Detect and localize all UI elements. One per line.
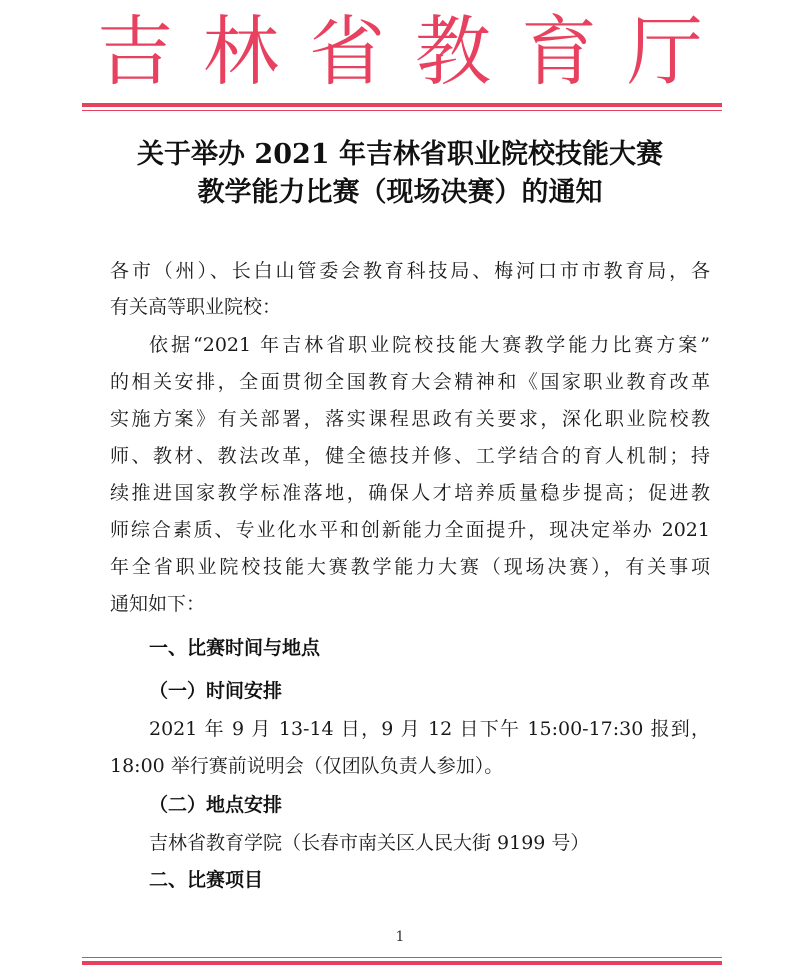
venue-line: 吉林省教育学院（长春市南关区人民大街 9199 号）	[149, 832, 590, 854]
section-1-sub-2-heading: （二）地点安排	[149, 794, 283, 816]
footer-rule-thick	[82, 961, 722, 965]
footer-rule-thin	[82, 957, 722, 958]
section-1-heading: 一、比赛时间与地点	[149, 637, 321, 659]
recipients-line-1: 各市（州）、长白山管委会教育科技局、梅河口市市教育局，各	[110, 260, 710, 282]
schedule-line-2: 18:00 举行赛前说明会（仅团队负责人参加）。	[110, 755, 504, 777]
paragraph-line: 年全省职业院校技能大赛教学能力大赛（现场决赛），有关事项	[110, 556, 710, 578]
section-2-heading: 二、比赛项目	[149, 869, 264, 891]
paragraph-line: 续推进国家教学标准落地，确保人才培养质量稳步提高；促进教	[110, 482, 710, 504]
page-number: 1	[395, 929, 405, 945]
paragraph-line: 实施方案》有关部署，落实课程思政有关要求，深化职业院校教	[110, 408, 710, 430]
paragraph-line: 师、教材、教法改革，健全德技并修、工学结合的育人机制；持	[110, 445, 710, 467]
letterhead-rule-thin	[82, 110, 722, 111]
paragraph-line: 通知如下：	[110, 593, 206, 615]
document-title-line-2: 教学能力比赛（现场决赛）的通知	[197, 177, 603, 208]
section-1-sub-1-heading: （一）时间安排	[149, 680, 283, 702]
letterhead-org-name: 吉林省教育厅	[97, 7, 733, 96]
schedule-line-1: 2021 年 9 月 13-14 日，9 月 12 日下午 15:00-17:30 报到，	[149, 718, 710, 740]
paragraph-line: 师综合素质、专业化水平和创新能力全面提升，现决定举办 2021	[110, 519, 710, 541]
paragraph-line: 的相关安排，全面贯彻全国教育大会精神和《国家职业教育改革	[110, 371, 710, 393]
document-title-line-1: 关于举办 2021 年吉林省职业院校技能大赛	[137, 139, 663, 170]
recipients-line-2: 有关高等职业院校：	[110, 296, 282, 318]
letterhead-rule-thick	[82, 103, 722, 107]
paragraph-line: 依据“2021 年吉林省职业院校技能大赛教学能力比赛方案”	[149, 334, 710, 356]
